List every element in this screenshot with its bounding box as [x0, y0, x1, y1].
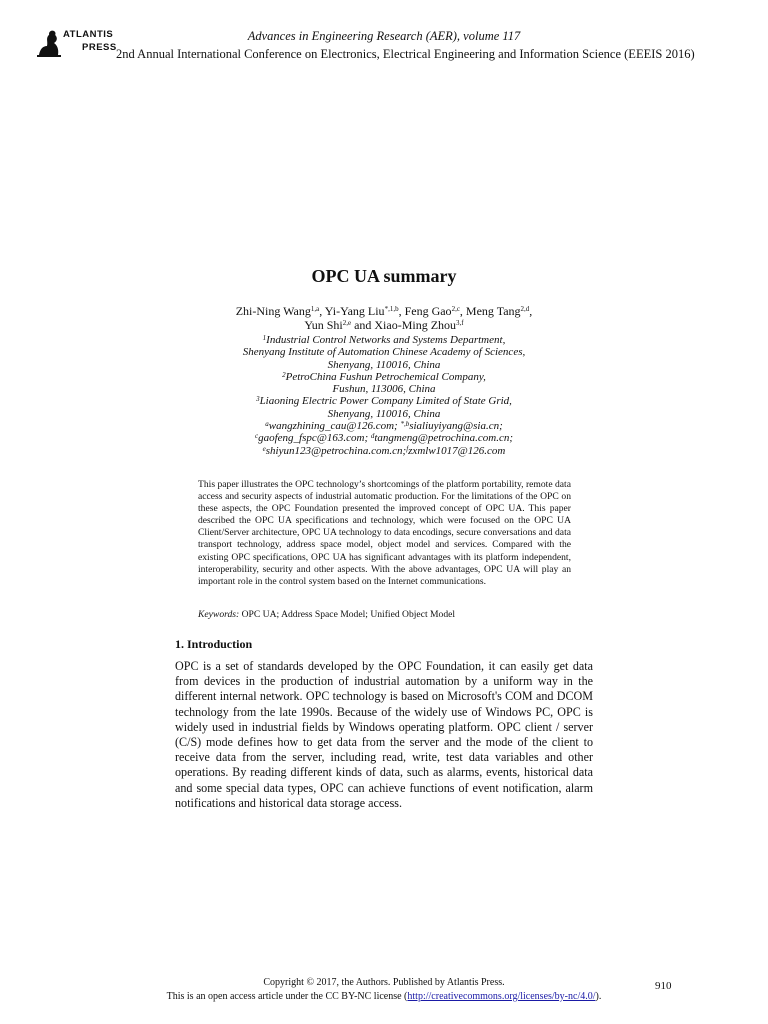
email-list: $^a$wangzhining_cau@126.com; $^{*,b}$sialiuyiyang@sia.cn; $^c$gaofeng_fspc@163.com; $^d$tangmeng@petrochina.com.cn; $^e$shiyun123@petrochina.com.cn;$^f$zxmlw1017@126.com	[254, 420, 513, 457]
conference-header: 2nd Annual International Conference on Electronics, Electrical Engineering and Information Science (EEEIS 2016)	[116, 47, 695, 61]
copyright-notice: Copyright © 2017, the Authors. Published by Atlantis Press.	[263, 977, 505, 988]
logo-text-line1: ATLANTIS	[63, 29, 114, 40]
author-name: Yun Shi	[304, 317, 343, 332]
journal-header: Advances in Engineering Research (AER), volume 117	[247, 29, 521, 43]
author-name: Feng Gao	[404, 304, 452, 318]
license-notice: This is an open access article under the CC BY-NC license (http://creativecommons.org/licenses/by-nc/4.0/).	[166, 991, 602, 1002]
logo-text-line2: PRESS	[82, 42, 117, 53]
paper-title: OPC UA summary	[311, 266, 457, 286]
section-heading-introduction: 1. Introduction	[175, 637, 253, 651]
page-number: 910	[655, 980, 672, 992]
author-name: Zhi-Ning Wang	[235, 304, 311, 318]
license-link[interactable]: http://creativecommons.org/licenses/by-nc/4.0/	[407, 991, 596, 1002]
author-name: Yi-Yang Liu	[324, 304, 385, 318]
affiliations: $^1$Industrial Control Networks and Systems Department, Shenyang Institute of Automation Chinese Academy of Sciences, Shenyang, 110016, China $^2$PetroChina Fushun Petrochemical Company, Fushun, 113006, China $^3$Liaoning Electric Power Company Limited of State Grid, Shenyang, 110016, China $^a$wangzhining_cau@126.com; $^{*,b}$sialiuyiyang@sia.cn; $^c$gaofeng_fspc@163.com; $^d$tangmeng@petrochina.com.cn; $^e$shiyun123@petrochina.com.cn;$^f$zxmlw1017@126.com	[242, 334, 526, 457]
introduction-text: OPC is a set of standards developed by the OPC Foundation, it can easily get data from devices in the production of industrial automation by a uniform way in the different internal network. OPC technology is based on Microsoft's COM and DCOM technology from the late 1990s. Because of the widely use of Windows PC, OPC is widely used in industrial fields by Windows operating platform. OPC client / server (C/S) mode defines how to get data from the server and the mode of the client to receive data from the server, including read, write, test data variables and other operations. By reading different kinds of data, such as alarms, events, historical data and some special data types, OPC can achieve functions of event notification, alarm notifications and historical data storage access.	[175, 659, 593, 810]
author-list: Zhi-Ning Wang$^{1,a}$, Yi-Yang Liu$^{*,1,b}$, Feng Gao$^{2,c}$, Meng Tang$^{2,d}$, Yun Shi$^{2,e}$ and Xiao-Ming Zhou$^{3,f}$	[235, 304, 533, 332]
keywords: Keywords: OPC UA; Address Space Model; Unified Object Model	[198, 609, 456, 620]
author-name: Xiao-Ming Zhou	[374, 317, 457, 332]
abstract-text: This paper illustrates the OPC technology’s shortcomings of the platform portability, remote data access and security aspects of industrial automatic production. For the limitations of the OPC on these aspects, the OPC Foundation presented the improved concept of OPC UA. This paper described the OPC UA specifications and technology, which were focused on the OPC UA Client/Server architecture, OPC UA technology to data encodings, secure conversations and data transport technology, address space model, object model and services. Compared with the existing OPC specifications, OPC UA has significant advantages with its platform independent, interoperability, security and other aspects. With the above advantages, OPC UA will play an important role in the control system based on the Internet communications.	[198, 479, 571, 587]
author-name: Meng Tang	[465, 304, 521, 318]
